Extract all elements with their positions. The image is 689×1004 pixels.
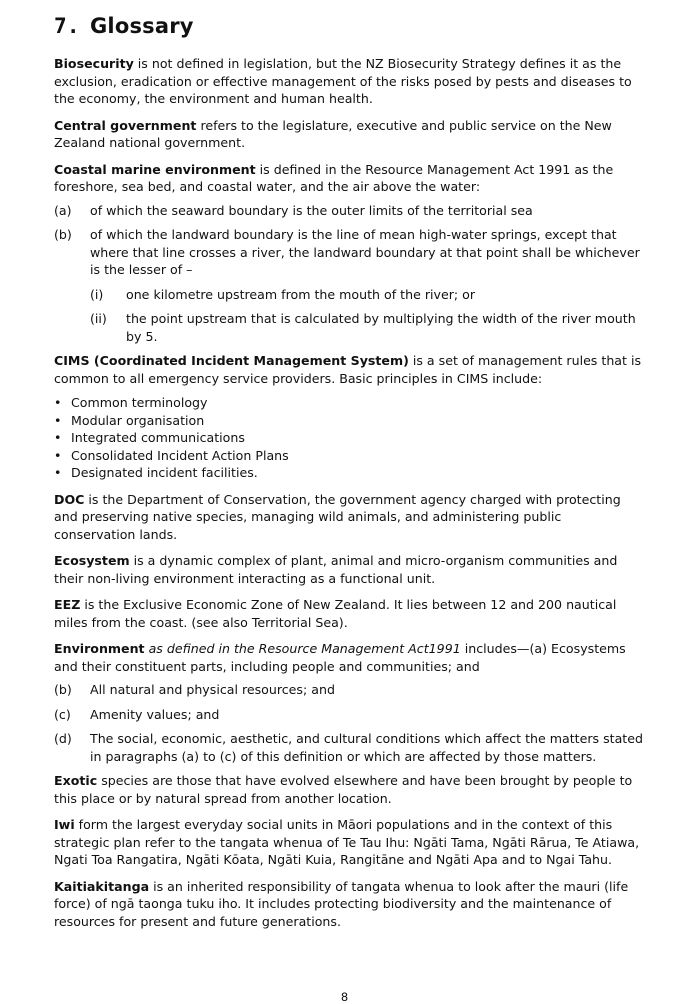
term-central-government: Central government <box>54 117 197 133</box>
section-title: Glossary <box>90 14 194 38</box>
environment-qualifier: as defined in the Resource Management Act1991 <box>144 641 461 656</box>
sublist-item-text: one kilometre upstream from the mouth of the river; or <box>126 286 476 302</box>
bullet-icon: • <box>54 430 62 445</box>
list-item-label: (d) <box>54 731 72 746</box>
list-item <box>54 706 644 724</box>
term-biosecurity: Biosecurity <box>54 56 134 71</box>
page-title <box>54 14 644 38</box>
entry-doc <box>54 491 644 544</box>
term-environment: Environment <box>54 641 145 656</box>
bullet-text: Integrated communications <box>71 430 245 445</box>
list-item-text: The social, economic, aesthetic, and cultural conditions which affect the matters stated in paragraphs (a) to (c) of this definition or which are affected by those matters. <box>90 731 643 764</box>
bullet-icon: • <box>54 465 62 480</box>
term-doc: DOC <box>54 491 85 507</box>
bullet-icon: • <box>54 395 62 410</box>
section-number: 7. <box>54 14 80 38</box>
entry-kaitiakitanga <box>54 878 644 931</box>
bullet-item <box>54 412 644 430</box>
list-item-label: (b) <box>54 227 72 242</box>
entry-eez <box>54 596 644 631</box>
list-item-text: Amenity values; and <box>90 706 220 722</box>
bullet-icon: • <box>54 447 62 463</box>
definition-environment: includes—(a) Ecosystems and their constituent parts, including people and communities; and <box>54 641 626 674</box>
list-item-text: All natural and physical resources; and <box>90 682 335 697</box>
sublist-item-text: the point upstream that is calculated by multiplying the width of the river mouth by 5. <box>126 311 636 344</box>
sublist-item-label: (ii) <box>90 311 107 326</box>
entry-environment <box>54 640 644 675</box>
term-coastal-marine: Coastal marine environment <box>54 161 256 177</box>
term-cims: CIMS (Coordinated Incident Management System) <box>54 353 409 368</box>
bullet-item <box>54 394 644 412</box>
entry-biosecurity <box>54 55 644 108</box>
definition-cims: is a set of management rules that is common to all emergency service providers. Basic principles in CIMS include: <box>54 353 642 386</box>
entry-exotic <box>54 772 644 807</box>
sublist-item-label: (i) <box>90 286 104 302</box>
list-item-text: of which the seaward boundary is the outer limits of the territorial sea <box>90 202 533 218</box>
definition-doc: is the Department of Conservation, the government agency charged with protecting and preserving native species, managing wild animals, and administering public conservation lands. <box>54 491 621 542</box>
sublist-item <box>90 286 644 304</box>
term-iwi: Iwi <box>54 817 75 832</box>
bullet-item <box>54 429 644 447</box>
term-eez: EEZ <box>54 597 81 612</box>
definition-kaitiakitanga: is an inherited responsibility of tangata whenua to look after the mauri (life force) of ngā taonga tuku iho. It includes protecting biodiversity and the maintenance of resources for present and future generations. <box>54 878 629 929</box>
definition-coastal-marine: is defined in the Resource Management Act 1991 as the foreshore, sea bed, and coastal water, and the air above the water: <box>54 161 614 194</box>
bullet-text: Modular organisation <box>71 412 205 428</box>
coastal-marine-list <box>54 202 644 346</box>
term-ecosystem: Ecosystem <box>54 553 130 568</box>
list-item <box>54 730 644 765</box>
term-exotic: Exotic <box>54 773 98 788</box>
definition-central-government: refers to the legislature, executive and public service on the New Zealand national government. <box>54 117 612 150</box>
list-item <box>54 681 644 699</box>
entry-iwi <box>54 816 644 869</box>
glossary-page <box>54 14 644 939</box>
term-kaitiakitanga: Kaitiakitanga <box>54 878 150 894</box>
list-item <box>54 226 644 279</box>
entry-ecosystem <box>54 552 644 587</box>
bullet-text: Common terminology <box>71 395 208 410</box>
definition-exotic: species are those that have evolved elsewhere and have been brought by people to this place or by natural spread from another location. <box>54 773 633 806</box>
definition-biosecurity: is not defined in legislation, but the NZ Biosecurity Strategy defines it as the exclusion, eradication or effective management of the risks posed by pests and diseases to the economy, the environment and human health. <box>54 56 632 106</box>
bullet-text: Designated incident facilities. <box>71 465 258 480</box>
environment-list <box>54 681 644 765</box>
bullet-text: Consolidated Incident Action Plans <box>71 447 289 463</box>
definition-iwi: form the largest everyday social units in Māori populations and in the context of this strategic plan refer to the tangata whenua of Te Tau Ihu: Ngāti Tama, Ngāti Rārua, Te Atiawa, Ngati Toa Rangatira, Ngāti Kōata, Ngāti Kuia, Rangitāne and Ngāti Apa and to Ngai Tahu. <box>54 817 640 867</box>
coastal-marine-sublist <box>54 286 644 346</box>
bullet-icon: • <box>54 412 62 428</box>
definition-ecosystem: is a dynamic complex of plant, animal and micro-organism communities and their non-living environment interacting as a functional unit. <box>54 553 618 586</box>
list-item-label: (c) <box>54 706 71 722</box>
list-item-label: (a) <box>54 202 72 218</box>
page-number: 8 <box>340 990 349 1004</box>
list-item-label: (b) <box>54 682 72 697</box>
list-item-text: of which the landward boundary is the line of mean high-water springs, except that where that line crosses a river, the landward boundary at that point shall be whichever is the lesser of – <box>90 227 640 277</box>
entry-coastal-marine <box>54 161 644 196</box>
entry-central-government <box>54 117 644 152</box>
list-item <box>54 202 644 220</box>
cims-bullet-list <box>54 394 644 482</box>
definition-eez: is the Exclusive Economic Zone of New Zealand. It lies between 12 and 200 nautical miles from the coast. (see also Territorial Sea). <box>54 597 617 630</box>
bullet-item <box>54 464 644 482</box>
entry-cims <box>54 352 644 387</box>
bullet-item <box>54 447 644 465</box>
sublist-item <box>90 310 644 345</box>
